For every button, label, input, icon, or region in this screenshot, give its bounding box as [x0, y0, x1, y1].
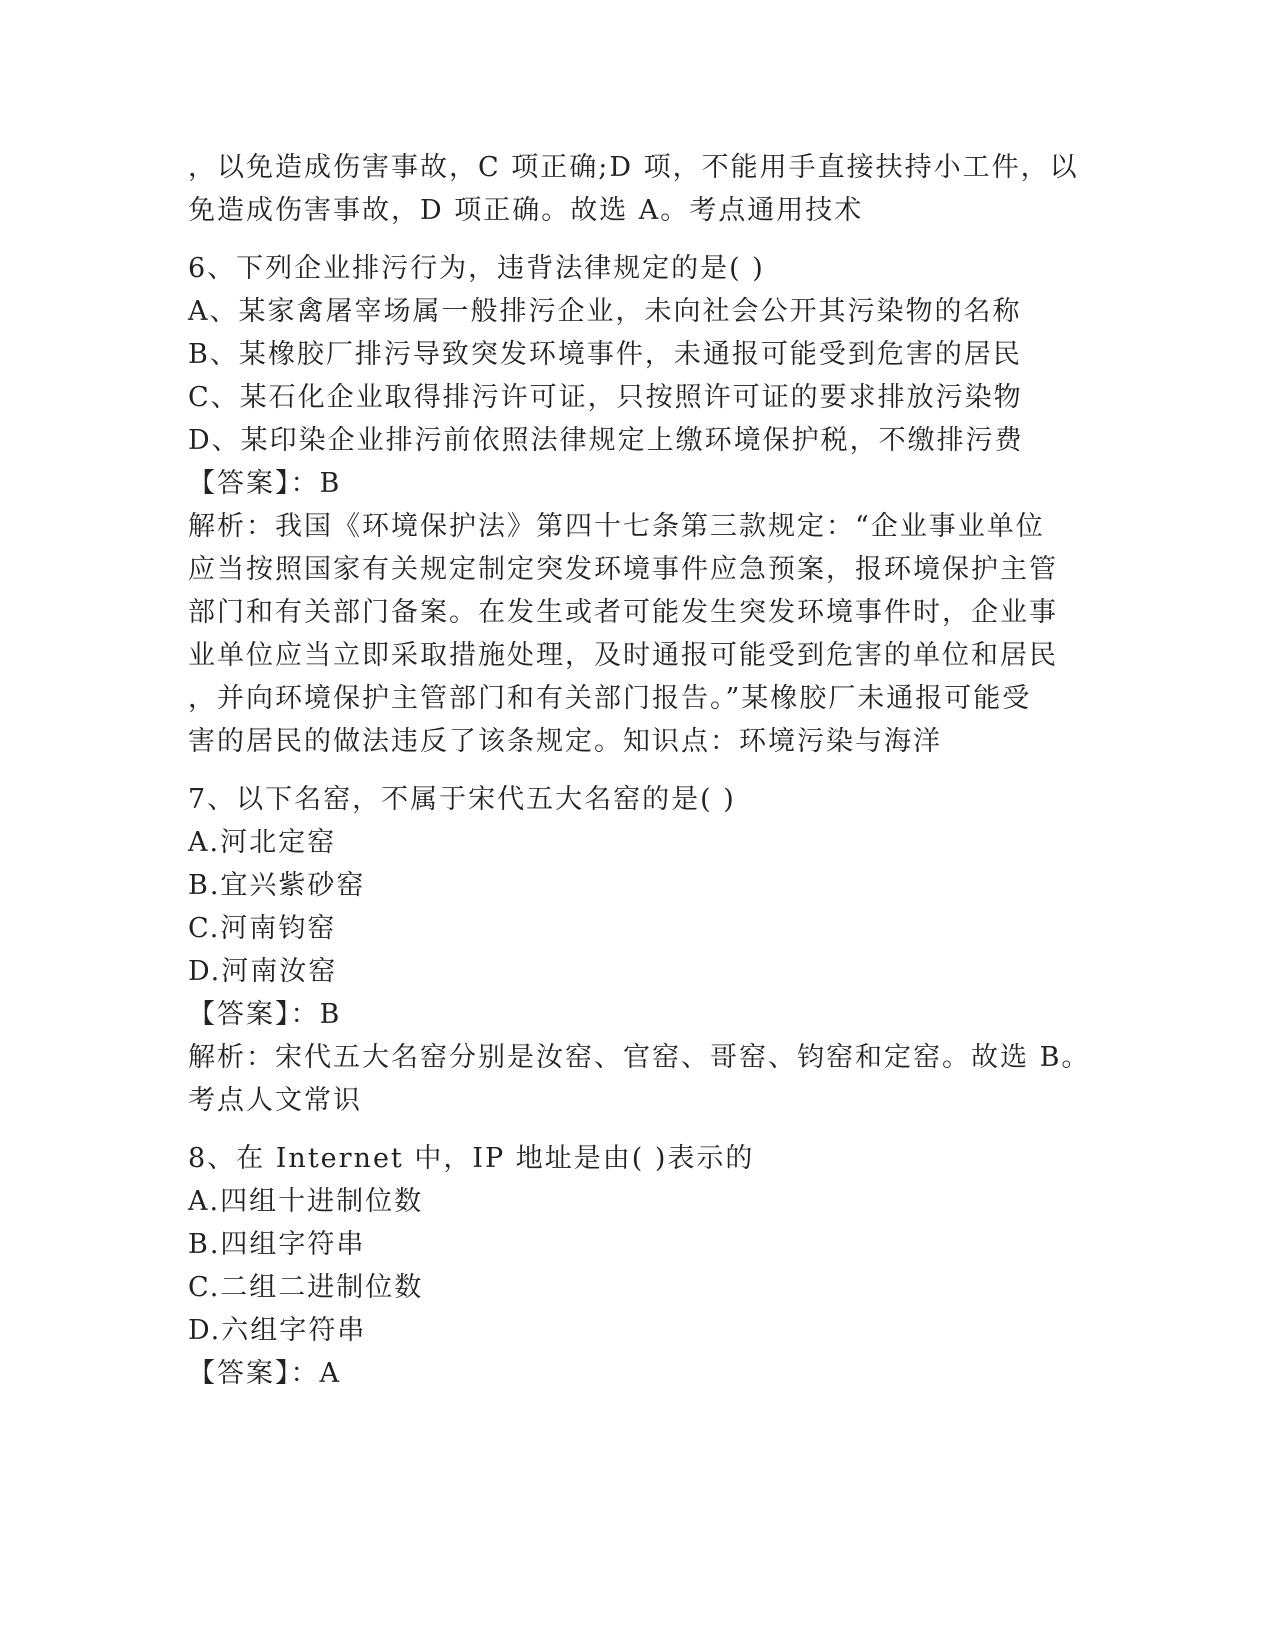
intro-paragraph — [188, 146, 1088, 232]
analysis-line: 解析：宋代五大名窑分别是汝窑、官窑、哥窑、钧窑和定窑。故选 B。 — [188, 1042, 1091, 1073]
option-d: D.河南汝窑 — [188, 956, 338, 987]
option-a: A.四组十进制位数 — [188, 1186, 424, 1217]
analysis-line: 考点人文常识 — [188, 1085, 362, 1116]
question-7 — [188, 778, 1091, 1122]
document-page — [188, 146, 1091, 1395]
analysis-line: 害的居民的做法违反了该条规定。知识点：环境污染与海洋 — [188, 726, 942, 757]
option-b: B、某橡胶厂排污导致突发环境事件，未通报可能受到危害的居民 — [188, 339, 1022, 370]
answer-line: 【答案】：B — [188, 999, 342, 1030]
analysis-line: 部门和有关部门备案。在发生或者可能发生突发环境事件时，企业事 — [188, 597, 1058, 628]
option-c: C.二组二进制位数 — [188, 1272, 424, 1303]
question-text: 6、下列企业排污行为，违背法律规定的是( ) — [188, 253, 765, 284]
question-6 — [188, 247, 1088, 763]
option-d: D、某印染企业排污前依照法律规定上缴环境保护税，不缴排污费 — [188, 425, 1024, 456]
option-a: A、某家禽屠宰场属一般排污企业，未向社会公开其污染物的名称 — [188, 296, 1022, 327]
analysis-line: 解析：我国《环境保护法》第四十七条第三款规定：“企业事业单位 — [188, 511, 1045, 542]
option-b: B.宜兴紫砂窑 — [188, 870, 366, 901]
option-b: B.四组字符串 — [188, 1229, 366, 1260]
answer-line: 【答案】：B — [188, 468, 342, 499]
option-c: C、某石化企业取得排污许可证，只按照许可证的要求排放污染物 — [188, 382, 1023, 413]
answer-line: 【答案】：A — [188, 1358, 341, 1389]
text-line: ，以免造成伤害事故，C 项正确;D 项，不能用手直接扶持小工件，以 — [188, 152, 1079, 183]
analysis-line: 业单位应当立即采取措施处理，及时通报可能受到危害的单位和居民 — [188, 640, 1058, 671]
option-a: A.河北定窑 — [188, 827, 337, 858]
analysis-line: 应当按照国家有关规定制定突发环境事件应急预案，报环境保护主管 — [188, 554, 1058, 585]
text-line: 免造成伤害事故，D 项正确。故选 A。考点通用技术 — [188, 195, 864, 226]
option-c: C.河南钧窑 — [188, 913, 337, 944]
option-d: D.六组字符串 — [188, 1315, 367, 1346]
question-text: 8、在 Internet 中，IP 地址是由( )表示的 — [188, 1143, 755, 1174]
question-8 — [188, 1137, 1088, 1395]
analysis-line: ，并向环境保护主管部门和有关部门报告。”某橡胶厂未通报可能受 — [188, 683, 1032, 714]
question-text: 7、以下名窑，不属于宋代五大名窑的是( ) — [188, 784, 736, 815]
